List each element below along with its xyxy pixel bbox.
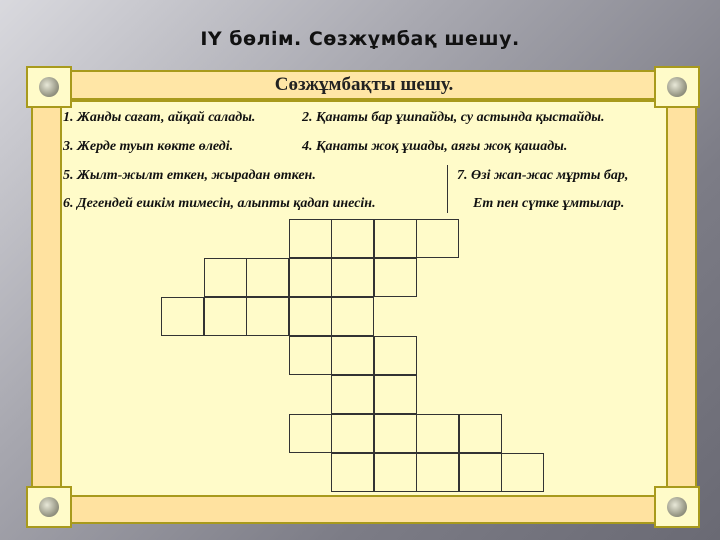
crossword-cell[interactable] <box>204 297 247 336</box>
crossword-cell[interactable] <box>374 219 417 258</box>
slide-title: IY бөлім. Сөзжұмбақ шешу. <box>200 28 520 50</box>
knob-icon <box>39 77 59 97</box>
clue-6: 6. Дегендей ешкім тимесін, алыпты қадап инесін. <box>63 196 376 211</box>
crossword-cell[interactable] <box>374 453 417 492</box>
crossword-cell[interactable] <box>374 375 417 414</box>
crossword-cell[interactable] <box>501 453 544 492</box>
crossword-cell[interactable] <box>161 297 204 336</box>
corner-knob-top-left <box>26 66 72 108</box>
crossword-cell[interactable] <box>416 219 459 258</box>
crossword-cell[interactable] <box>246 258 289 297</box>
crossword-cell[interactable] <box>331 297 374 336</box>
panel-title: Сөзжұмбақты шешу. <box>60 70 668 100</box>
clue-7-line-1: 7. Өзі жап-жас мұрты бар, <box>457 168 629 183</box>
knob-icon <box>667 497 687 517</box>
crossword-cell[interactable] <box>331 219 374 258</box>
crossword-cell[interactable] <box>331 336 374 375</box>
knob-icon <box>667 77 687 97</box>
knob-icon <box>39 497 59 517</box>
crossword-cell[interactable] <box>374 258 417 297</box>
corner-knob-top-right <box>654 66 700 108</box>
clue-7-line-2: Ет пен сүтке ұмтылар. <box>473 196 625 211</box>
clue-2: 2. Қанаты бар ұшпайды, су астында қыстайды. <box>302 110 605 125</box>
crossword-cell[interactable] <box>289 219 332 258</box>
corner-knob-bottom-left <box>26 486 72 528</box>
clue-4: 4. Қанаты жоқ ұшады, аяғы жоқ қашады. <box>302 139 568 154</box>
crossword-cell[interactable] <box>459 453 502 492</box>
crossword-cell[interactable] <box>204 258 247 297</box>
crossword-cell[interactable] <box>331 453 374 492</box>
crossword-cell[interactable] <box>289 414 332 453</box>
crossword-cell[interactable] <box>289 336 332 375</box>
crossword-cell[interactable] <box>331 375 374 414</box>
crossword-cell[interactable] <box>289 258 332 297</box>
crossword-cell[interactable] <box>289 297 332 336</box>
corner-knob-bottom-right <box>654 486 700 528</box>
crossword-cell[interactable] <box>246 297 289 336</box>
crossword-cell[interactable] <box>416 453 459 492</box>
clue-3: 3. Жерде туып көкте өледі. <box>63 139 234 154</box>
crossword-cell[interactable] <box>374 414 417 453</box>
clue-5: 5. Жылт-жылт еткен, жырадан өткен. <box>63 168 316 183</box>
crossword-cell[interactable] <box>331 258 374 297</box>
crossword-cell[interactable] <box>331 414 374 453</box>
clue-1: 1. Жанды сағат, айқай салады. <box>63 110 256 125</box>
crossword-cell[interactable] <box>416 414 459 453</box>
crossword-cell[interactable] <box>459 414 502 453</box>
crossword-cell[interactable] <box>374 336 417 375</box>
divider <box>447 165 448 213</box>
